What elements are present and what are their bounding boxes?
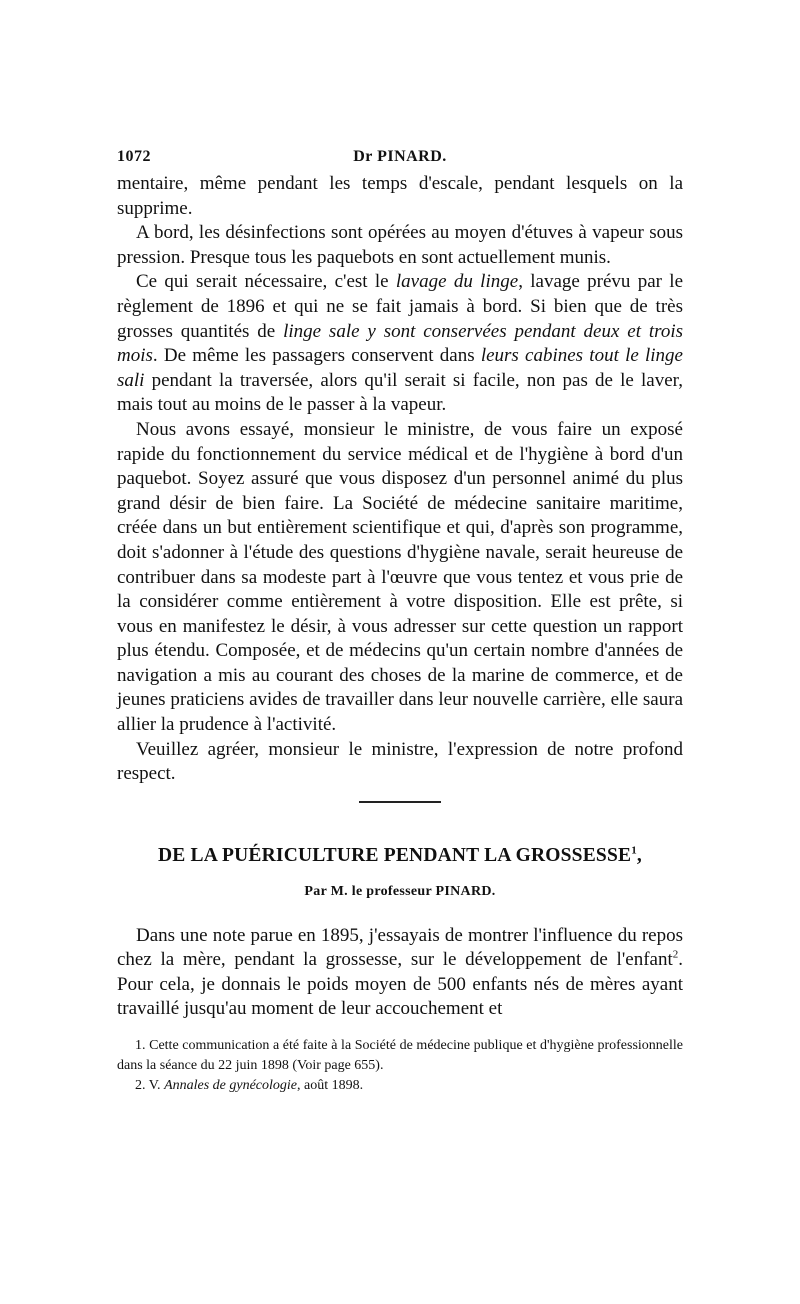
text-run: . De même les passagers conservent dans — [152, 345, 481, 367]
page-header — [117, 148, 683, 172]
section-divider — [359, 801, 441, 803]
article-body — [117, 924, 683, 1022]
article-title — [117, 845, 683, 867]
italic-run: lavage du linge — [395, 271, 519, 293]
text-run: , août 1898. — [297, 1077, 364, 1093]
italic-run: leurs cabines tout le linge sali — [117, 345, 683, 391]
text-run: . Pour cela, je donnais le poids moyen de 500 enfants nés de mères ayant travaillé jusqu'au moment de leur accouchement et — [117, 949, 683, 1020]
title-punctuation: , — [636, 844, 642, 866]
text-run: 2. V. — [135, 1077, 165, 1093]
paragraph-closing: Veuillez agréer, monsieur le ministre, l'expression de notre profond respect. — [117, 738, 683, 785]
text-run: Ce qui serait nécessaire, c'est le — [136, 271, 396, 293]
book-page — [117, 148, 683, 1096]
letter-body — [117, 172, 683, 787]
paragraph-linen — [117, 270, 683, 418]
footnotes — [117, 1036, 683, 1096]
text-run: Dans une note parue en 1895, j'essayais de montrer l'influence du repos chez la mère, pendant la grossesse, sur le développement de l'enfant — [117, 924, 683, 971]
paragraph-society: Nous avons essayé, monsieur le ministre, de vous faire un exposé rapide du fonctionnement du service médical et de l'hygiène à bord d'un paquebot. Soyez assuré que vous disposez d'un personnel animé du plus grand désir de bien faire. La Société de médecine sanitaire maritime, créée dans un but entièrement scientifique et qui, d'après son programme, doit s'adonner à l'étude des questions d'hygiène navale, serait heureuse de contribuer dans sa modeste part à l'œuvre que vous tentez et vous prie de la considérer comme entièrement à votre disposition. Elle est prête, si vous en manifestez le désir, à vous adresser sur cette question un rapport plus étendu. Composée, et de médecins qu'un certain nombre d'années de navigation a mis au courant des choses de la marine de commerce, et de jeunes praticiens avides de travailler dans leur nouvelle carrière, elle saura allier la prudence à l'activité. — [117, 418, 683, 736]
footnote-marker: 2 — [672, 949, 679, 962]
footnote-2 — [117, 1076, 683, 1096]
text-run: , lavage prévu par le règlement de 1896 et qui ne se fait jamais à bord. Si bien que de très grosses quantités de — [117, 271, 684, 342]
footnote-1: 1. Cette communication a été faite à la Société de médecine publique et d'hygiène professionnelle dans la séance du 22 juin 1898 (Voir page 655). — [117, 1037, 683, 1073]
page-number: 1072 — [117, 148, 151, 165]
paragraph-disinfection: A bord, les désinfections sont opérées au moyen d'étuves à vapeur sous pression. Presque tous les paquebots en sont actuellement munis. — [117, 222, 683, 268]
italic-run: Annales de gynécologie — [164, 1077, 298, 1093]
italic-run: linge sale y sont conservées pendant deux et trois mois — [117, 320, 683, 367]
footnote-marker: 1 — [631, 844, 637, 857]
article-byline: Par M. le professeur PINARD. — [304, 883, 496, 899]
text-run: pendant la traversée, alors qu'il serait si facile, non pas de le laver, mais tout au moins de le passer à la vapeur. — [117, 369, 683, 416]
paragraph-continued: mentaire, même pendant les temps d'escale, pendant lesquels on la supprime. — [117, 173, 683, 219]
title-text: DE LA PUÉRICULTURE PENDANT LA GROSSESSE — [157, 844, 632, 866]
paragraph-intro — [117, 924, 683, 1022]
running-title: Dr PINARD. — [353, 148, 447, 165]
